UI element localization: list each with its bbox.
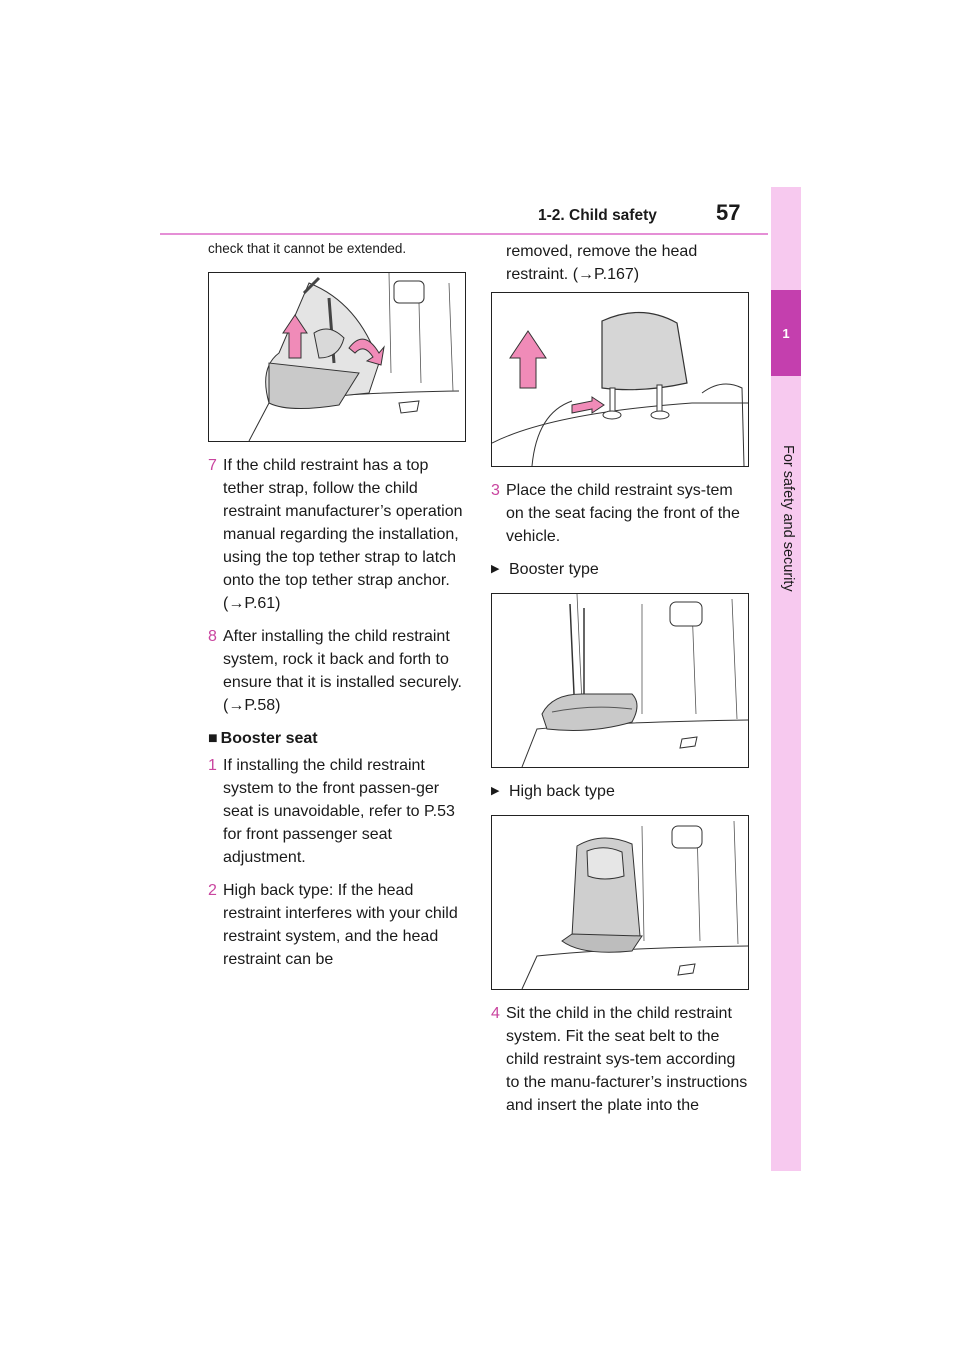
chapter-number-badge: 1 — [771, 290, 801, 376]
step-text: High back type: If the head restraint interferes with your child restraint system, and the head restraint can be — [223, 882, 458, 968]
step-number: 1 — [208, 757, 217, 774]
step-7 — [208, 454, 470, 615]
chapter-title: For safety and security — [780, 445, 796, 592]
figure-booster-type — [491, 593, 749, 768]
step-1 — [208, 754, 470, 869]
step-2 — [208, 879, 470, 971]
head-restraint-illustration — [492, 293, 748, 466]
step-text: If installing the child restraint system to the front passen-ger seat is unavoidable, refer to P.53 for front passenger seat adjustment. — [223, 757, 455, 866]
triangle-bullet-icon: ▶ — [491, 785, 500, 797]
square-bullet-icon: ■ — [208, 730, 218, 747]
tether-strap-illustration — [209, 273, 465, 441]
step-number: 2 — [208, 882, 217, 899]
step-text: Sit the child in the child restraint system. Fit the seat belt to the child restraint sys-tem according to the manu-facturer’s instructions and insert the plate into the — [506, 1005, 748, 1114]
high-back-type-illustration — [492, 816, 748, 989]
intro-text: check that it cannot be extended. — [208, 241, 407, 256]
header-rule — [160, 233, 768, 235]
section-title: 1-2. Child safety — [538, 207, 657, 224]
bullet-text: Booster type — [509, 561, 599, 578]
step-number: 3 — [491, 482, 500, 499]
high-back-type-label — [491, 780, 753, 803]
step-number: 4 — [491, 1005, 500, 1022]
bullet-text: High back type — [509, 783, 615, 800]
step-number: 7 — [208, 457, 217, 474]
step-4 — [491, 1002, 753, 1117]
figure-high-back-type — [491, 815, 749, 990]
step-text: After installing the child restraint system, rock it back and forth to ensure that it is installed securely. (→P.58) — [223, 628, 462, 714]
figure-tether-strap — [208, 272, 466, 442]
step-text: Place the child restraint sys-tem on the seat facing the front of the vehicle. — [506, 482, 740, 545]
figure-head-restraint — [491, 292, 749, 467]
step-text: If the child restraint has a top tether strap, follow the child restraint manufacturer’s operation manual regarding the installation, using the top tether strap to latch onto the top tether strap anchor. (→P.61) — [223, 457, 463, 612]
left-column — [208, 240, 470, 981]
step-8 — [208, 625, 470, 717]
step-3 — [491, 479, 753, 548]
triangle-bullet-icon: ▶ — [491, 563, 500, 575]
booster-type-label — [491, 558, 753, 581]
page-number: 57 — [716, 200, 741, 225]
heading-text: Booster seat — [220, 730, 318, 747]
booster-seat-heading — [208, 727, 470, 750]
booster-type-illustration — [492, 594, 748, 767]
continuation-text: removed, remove the head restraint. (→P.167) — [506, 243, 698, 283]
step-number: 8 — [208, 628, 217, 645]
right-column — [491, 240, 753, 1127]
